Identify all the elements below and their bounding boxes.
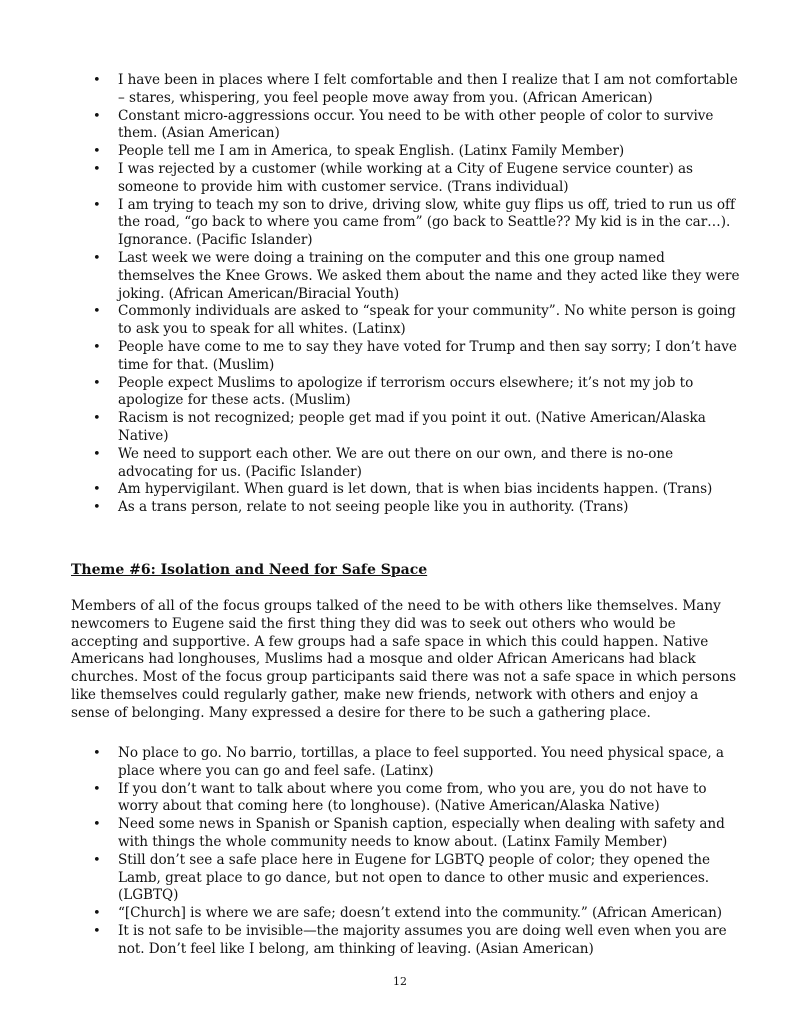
bullet: • [93,906,101,922]
section-paragraph: Members of all of the focus groups talked of the need to be with others like themselves. Many newcomers to Eugene said the first thing they did was to seek out others who would be accepting and supportive. A few groups had a safe space in which this could happen. Native Americans had longhouses, Muslims had a mosque and older African Americans had black churches. Most of the focus group participants said there was not a safe space in which persons like themselves could regularly gather, make new friends, network with others and enjoy a sense of belonging. Many expressed a desire for there to be such a gathering place. [71,598,737,721]
list-item [93,410,743,446]
bullet: • [93,852,101,868]
list-item-text: I have been in places where I felt comfortable and then I realize that I am not comfortable – stares, whispering, you feel people move away from you. (African American) [118,72,738,106]
bullet: • [93,250,101,266]
list-item [93,72,743,108]
list-item-text: People tell me I am in America, to speak English. (Latinx Family Member) [118,143,625,160]
bullet: • [93,375,101,391]
bullet: • [93,817,101,833]
bullet: • [93,197,101,213]
bullet: • [93,339,101,355]
list-item-text: I am trying to teach my son to drive, driving slow, white guy flips us off, tried to run us off the road, “go back to where you came from” (go back to Seattle?? My kid is in the car…). Ignorance. (Pacific Islander) [118,196,736,249]
list-item [93,499,743,517]
list-item-text: I was rejected by a customer (while working at a City of Eugene service counter) as someone to provide him with customer service. (Trans individual) [118,160,693,195]
list-item-text: “[Church] is where we are safe; doesn’t extend into the community.” (African American) [118,905,723,922]
list-item [93,481,743,499]
section-heading: Theme #6: Isolation and Need for Safe Space [71,562,428,578]
list-item-text: Last week we were doing a training on the computer and this one group named themselves the Knee Grows. We asked them about the name and they acted like they were joking. (African American/Biracial Youth) [118,249,740,302]
list-item [93,446,743,482]
bullet: • [93,923,101,939]
list-item [93,745,743,781]
bullet: • [93,73,101,88]
list-item [93,339,743,375]
list-item-text: We need to support each other. We are out there on our own, and there is no-one advocating for us. (Pacific Islander) [118,445,674,480]
list-item [93,143,743,161]
quote-list-1 [93,72,743,517]
list-item [93,852,743,905]
list-item-text: Need some news in Spanish or Spanish caption, especially when dealing with safety and with things the whole community needs to know about. (Latinx Family Member) [118,816,725,850]
list-item-text: As a trans person, relate to not seeing people like you in authority. (Trans) [118,499,629,516]
bullet: • [93,446,101,462]
list-item [93,161,743,197]
list-item-text: People have come to me to say they have voted for Trump and then say sorry; I don’t have time for that. (Muslim) [118,338,737,373]
list-item [93,923,743,959]
list-item-text: Commonly individuals are asked to “speak for your community”. No white person is going to ask you to speak for all whites. (Latinx) [118,303,736,338]
list-item-text: No place to go. No barrio, tortillas, a place to feel supported. You need physical space, a place where you can go and feel safe. (Latinx) [118,745,724,779]
bullet: • [93,781,101,797]
list-item [93,303,743,339]
list-item-text: Racism is not recognized; people get mad if you point it out. (Native American/Alaska Native) [118,410,706,444]
list-item [93,108,743,144]
bullet: • [93,161,101,177]
list-item [93,816,743,852]
list-item [93,375,743,411]
list-item-text: It is not safe to be invisible—the majority assumes you are doing well even when you are not. Don’t feel like I belong, am thinking of leaving. (Asian American) [118,922,727,957]
list-item-text: Still don’t see a safe place here in Eugene for LGBTQ people of color; they opened the Lamb, great place to go dance, but not open to dance to other music and experiences. (LGBTQ) [118,851,710,904]
bullet: • [93,411,101,427]
bullet: • [93,144,101,160]
bullet: • [93,500,101,516]
list-item-text: If you don’t want to talk about where you come from, who you are, you do not have to worry about that coming here (to longhouse). (Native American/Alaska Native) [118,780,707,815]
bullet: • [93,304,101,320]
list-item [93,781,743,817]
bullet: • [93,482,101,498]
list-item [93,250,743,303]
list-item [93,197,743,250]
page-number: 12 [393,975,407,988]
list-item [93,905,743,923]
quote-list-2 [93,745,743,959]
list-item-text: People expect Muslims to apologize if terrorism occurs elsewhere; it’s not my job to apologize for these acts. (Muslim) [118,374,694,409]
bullet: • [93,108,101,124]
list-item-text: Constant micro-aggressions occur. You need to be with other people of color to survive them. (Asian American) [118,107,714,142]
bullet: • [93,746,101,761]
list-item-text: Am hypervigilant. When guard is let down, that is when bias incidents happen. (Trans) [118,481,713,498]
